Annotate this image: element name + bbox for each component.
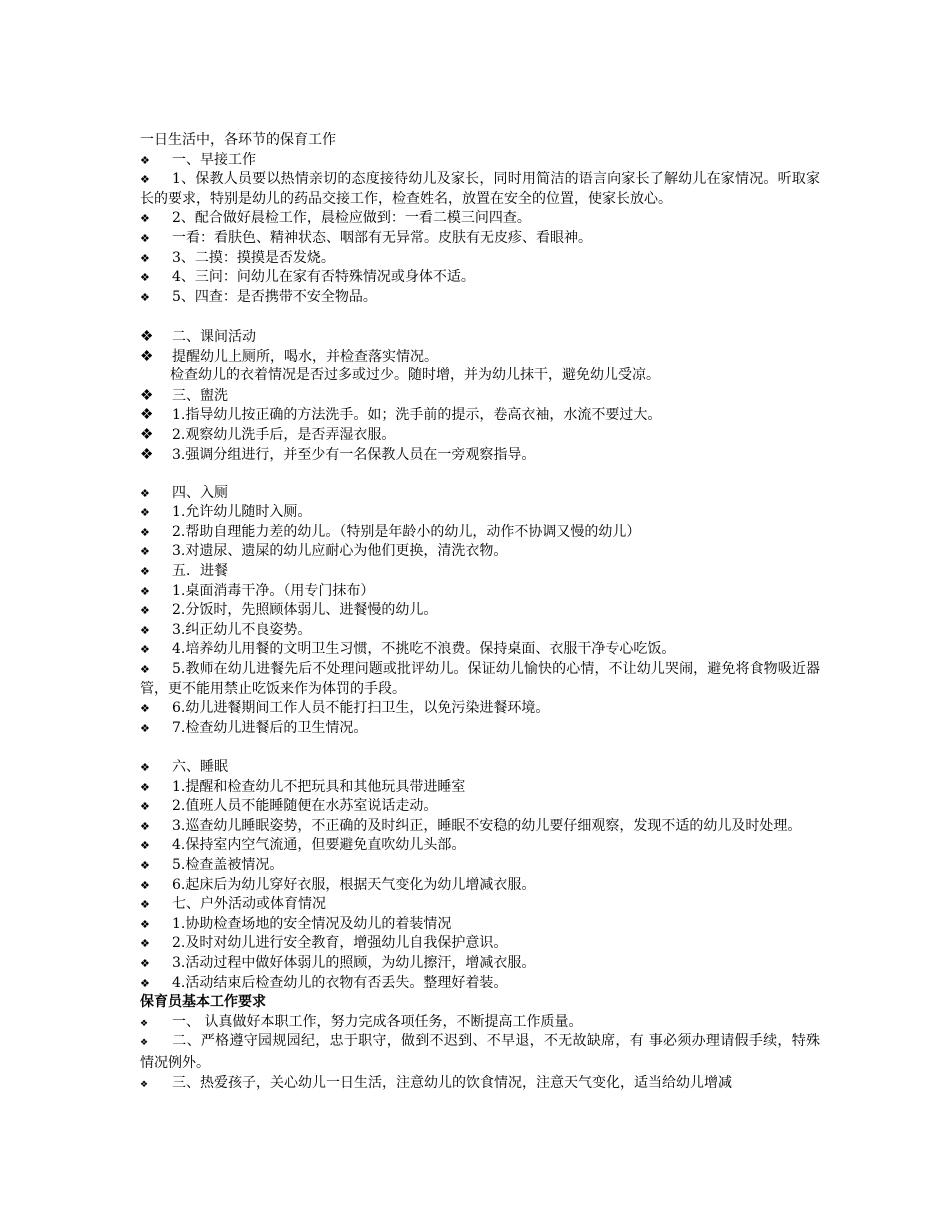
list-item-text: 3.纠正幼儿不良姿势。	[172, 621, 312, 638]
list-item-text: 1.允许幼儿随时入厕。	[172, 504, 312, 521]
bullet-icon: ❖	[140, 663, 150, 677]
list-item	[140, 954, 820, 974]
list-item-text: 二、严格遵守园规园纪，忠于职守，做到不迟到、不早退，不无故缺席，有 事必须办理请假手续，特殊情况例外。	[140, 1033, 820, 1071]
section-heading: 二、课间活动	[172, 328, 256, 345]
list-item	[140, 797, 820, 817]
section-heading: 三、盥洗	[172, 387, 228, 404]
list-item-text: 3.活动过程中做好体弱儿的照顾，为幼儿擦汗，增减衣服。	[172, 954, 536, 971]
list-item-text: 1.提醒和检查幼儿不把玩具和其他玩具带进睡室	[172, 778, 466, 795]
bullet-icon: ❖	[140, 424, 154, 443]
bullet-icon: ❖	[140, 584, 150, 598]
list-item	[140, 836, 820, 856]
list-item	[140, 170, 820, 209]
list-item	[140, 562, 820, 582]
spacer	[140, 464, 820, 484]
list-item	[140, 778, 820, 798]
list-item	[140, 405, 820, 425]
list-item	[140, 876, 820, 896]
bullet-icon: ❖	[140, 1018, 149, 1029]
list-item	[140, 523, 820, 543]
bullet-icon: ❖	[140, 385, 154, 404]
list-item-text: 一、 认真做好本职工作，努力完成各项任务，不断提高工作质量。	[172, 1013, 583, 1030]
list-item	[140, 895, 820, 915]
list-item	[140, 856, 820, 876]
list-item	[140, 915, 820, 935]
list-item-text: 2.观察幼儿洗手后，是否弄湿衣服。	[172, 426, 396, 443]
list-item	[140, 640, 820, 660]
section-heading: 一、早接工作	[172, 151, 256, 168]
list-item	[140, 1013, 820, 1033]
list-item-text: 提醒幼儿上厕所，喝水，并检查落实情况。	[172, 348, 438, 365]
list-item-text: 6.幼儿进餐期间工作人员不能打扫卫生，以免污染进餐环境。	[172, 700, 550, 717]
bullet-icon: ❖	[140, 173, 150, 187]
bullet-icon: ❖	[140, 486, 150, 500]
bullet-icon: ❖	[140, 405, 154, 424]
bullet-icon: ❖	[140, 153, 150, 167]
list-item	[140, 229, 820, 249]
list-item-text: 3、二摸：摸摸是否发烧。	[172, 249, 335, 266]
list-item-text: 3.巡查幼儿睡眠姿势，不正确的及时纠正，睡眠不安稳的幼儿要仔细观察，发现不适的幼儿及时处理。	[172, 817, 802, 834]
bullet-icon: ❖	[140, 721, 150, 735]
bullet-icon: ❖	[140, 444, 154, 463]
bullet-icon: ❖	[140, 231, 150, 245]
bullet-icon: ❖	[140, 761, 150, 774]
bullet-icon: ❖	[140, 956, 150, 970]
list-item	[140, 758, 820, 778]
list-item-text: 2.值班人员不能睡随便在水苏室说话走动。	[172, 798, 438, 815]
bullet-icon: ❖	[140, 917, 150, 931]
bullet-icon: ❖	[140, 819, 150, 833]
list-item	[140, 445, 820, 465]
list-item-text: 2.分饭时，先照顾体弱儿、进餐慢的幼儿。	[172, 602, 438, 619]
bullet-icon: ❖	[140, 800, 150, 814]
bullet-icon: ❖	[140, 839, 150, 853]
list-item	[140, 817, 820, 837]
bullet-icon: ❖	[140, 702, 150, 716]
list-item	[140, 484, 820, 504]
list-item-text: 5、四查：是否携带不安全物品。	[172, 288, 377, 305]
list-item	[140, 601, 820, 621]
list-item	[140, 268, 820, 288]
list-item-text: 6.起床后为幼儿穿好衣服，根据天气变化为幼儿增减衣服。	[172, 876, 536, 893]
list-item-text: 2.及时对幼儿进行安全教育，增强幼儿自我保护意识。	[172, 935, 508, 952]
list-item	[140, 699, 820, 719]
list-item-text: 1.桌面消毒干净。（用专门抹布）	[172, 582, 375, 599]
bullet-icon: ❖	[140, 878, 150, 892]
list-item-text: 1.指导幼儿按正确的方法洗手。如；洗手前的提示，卷高衣袖，水流不要过大。	[172, 407, 662, 424]
document-page	[140, 131, 820, 1093]
list-item-text: 检查幼儿的衣着情况是否过多或过少。随时增，并为幼儿抹干，避免幼儿受凉。	[170, 367, 660, 384]
bullet-icon: ❖	[140, 1038, 149, 1049]
bullet-icon: ❖	[140, 271, 150, 285]
list-item	[140, 660, 820, 699]
list-item-text: 5.教师在幼儿进餐先后不处理问题或批评幼儿。保证幼儿愉快的心情，不让幼儿哭闹，避免将食物吸近器管，更不能用禁止吃饭来作为体罚的手段。	[140, 661, 820, 697]
list-item	[140, 1074, 820, 1094]
bullet-icon: ❖	[140, 858, 150, 872]
bullet-icon: ❖	[140, 976, 150, 990]
section-heading: 七、户外活动或体育情况	[172, 896, 326, 913]
bullet-icon: ❖	[140, 251, 150, 265]
bullet-icon: ❖	[140, 565, 150, 579]
spacer	[140, 738, 820, 758]
section-heading: 六、睡眠	[172, 759, 228, 775]
bullet-icon: ❖	[140, 604, 150, 618]
list-item	[140, 1032, 820, 1073]
list-item-text: 2、配合做好晨检工作，晨检应做到：一看二模三问四查。	[172, 210, 531, 227]
bullet-icon: ❖	[140, 643, 150, 657]
list-item	[140, 386, 820, 406]
section-heading: 保育员基本工作要求	[140, 994, 266, 1011]
list-item	[140, 582, 820, 602]
list-item-text: 1、保教人员要以热情亲切的态度接待幼儿及家长，同时用简洁的语言向家长了解幼儿在家情况。听取家长的要求，特别是幼儿的药品交接工作，检查姓名，放置在安全的位置，使家长放心。	[140, 171, 820, 207]
bullet-icon: ❖	[140, 326, 154, 345]
bullet-icon: ❖	[140, 1079, 149, 1090]
bullet-icon: ❖	[140, 937, 150, 951]
list-item-text: 4.活动结束后检查幼儿的衣物有否丢失。整理好着装。	[172, 974, 508, 991]
spacer	[140, 307, 820, 327]
list-item	[140, 503, 820, 523]
list-item-text: 3.对遗尿、遗屎的幼儿应耐心为他们更换，清洗衣物。	[172, 543, 508, 560]
list-item-text: 3.强调分组进行，并至少有一名保教人员在一旁观察指导。	[172, 446, 536, 463]
list-item-text: 1.协助检查场地的安全情况及幼儿的着装情况	[172, 915, 452, 932]
list-item-text: 7.检查幼儿进餐后的卫生情况。	[172, 719, 368, 736]
list-item-text: 2.帮助自理能力差的幼儿。（特别是年龄小的幼儿，动作不协调又慢的幼儿）	[172, 523, 641, 540]
bullet-icon: ❖	[140, 290, 150, 304]
list-item	[140, 209, 820, 229]
list-item	[140, 542, 820, 562]
section-heading: 四、入厕	[172, 484, 228, 501]
bullet-icon: ❖	[140, 545, 150, 559]
list-item	[140, 425, 820, 445]
list-item	[140, 974, 820, 994]
list-item-text: 4.保持室内空气流通，但要避免直吹幼儿头部。	[172, 837, 466, 854]
bullet-icon: ❖	[140, 525, 150, 539]
bullet-icon: ❖	[140, 346, 154, 365]
list-item-text: 4、三问：问幼儿在家有否特殊情况或身体不适。	[172, 269, 475, 286]
list-item-text: 三、热爱孩子，关心幼儿一日生活，注意幼儿的饮食情况，注意天气变化，适当给幼儿增减	[172, 1074, 732, 1091]
document-title: 一日生活中，各环节的保育工作	[140, 132, 336, 148]
bullet-icon: ❖	[140, 780, 150, 794]
list-item	[140, 347, 820, 367]
list-item	[140, 719, 820, 739]
list-item-text: 4.培养幼儿用餐的文明卫生习惯，不挑吃不浪费。保持桌面、衣服干净专心吃饭。	[172, 641, 676, 658]
list-item	[140, 151, 820, 171]
list-item	[140, 288, 820, 308]
list-item	[140, 621, 820, 641]
list-item	[140, 934, 820, 954]
list-item-text: 一看：看肤色、精神状态、咽部有无异常。皮肤有无皮疹、看眼神。	[172, 229, 592, 246]
list-item	[140, 249, 820, 269]
bullet-icon: ❖	[140, 898, 150, 912]
section-heading: 五．进餐	[172, 563, 228, 580]
list-item-text: 5.检查盖被情况。	[172, 856, 284, 873]
bullet-icon: ❖	[140, 212, 150, 226]
bullet-icon: ❖	[140, 506, 150, 520]
bullet-icon: ❖	[140, 623, 150, 637]
list-item	[140, 327, 820, 347]
